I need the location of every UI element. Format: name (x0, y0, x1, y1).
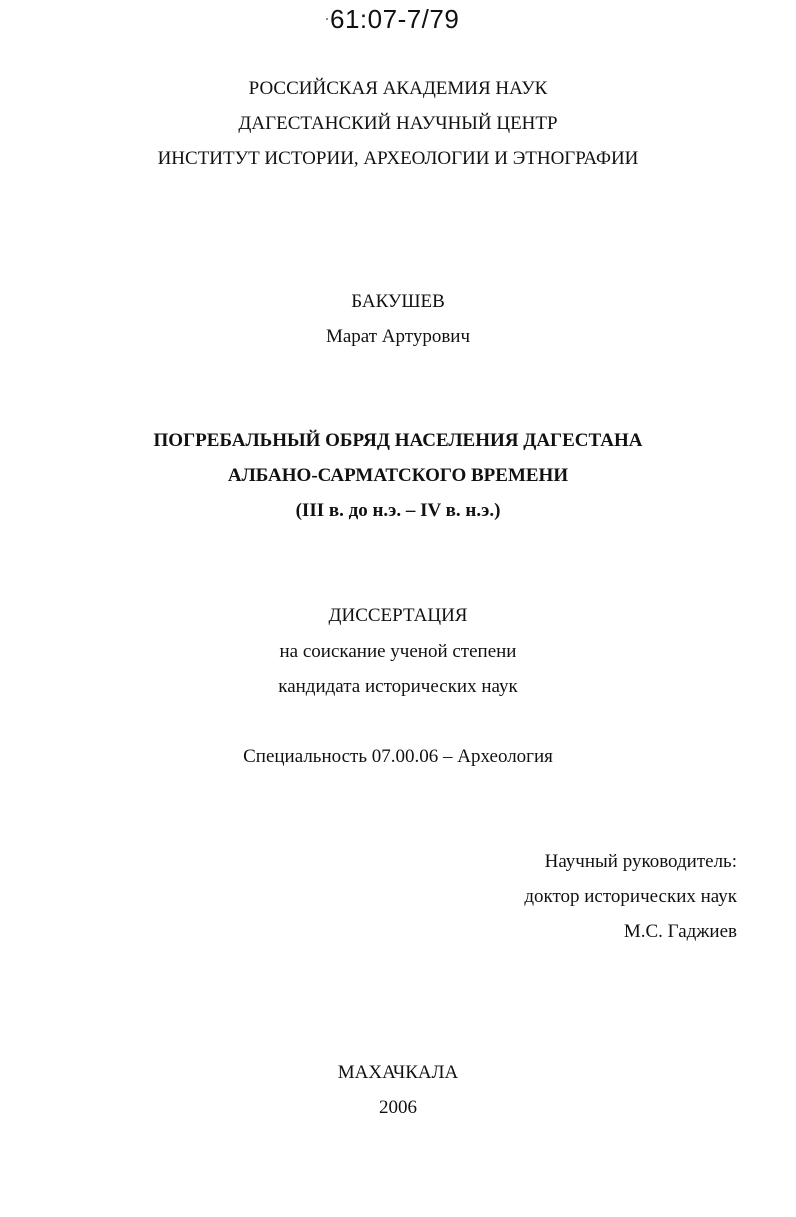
supervisor-rank: доктор исторических наук (524, 886, 737, 907)
library-stamp-code: 61:07-7/79 (330, 4, 460, 34)
work-purpose: на соискание ученой степени (279, 641, 517, 662)
specialty: Специальность 07.00.06 – Археология (243, 746, 553, 767)
year: 2006 (379, 1097, 417, 1118)
author-surname: БАКУШЕВ (351, 291, 445, 312)
work-degree: кандидата исторических наук (278, 676, 518, 697)
institution-line-3: ИНСТИТУТ ИСТОРИИ, АРХЕОЛОГИИ И ЭТНОГРАФИИ (157, 148, 639, 169)
thesis-title-line-1: ПОГРЕБАЛЬНЫЙ ОБРЯД НАСЕЛЕНИЯ ДАГЕСТАНА (153, 430, 643, 451)
work-type: ДИССЕРТАЦИЯ (328, 605, 468, 626)
supervisor-heading: Научный руководитель: (544, 851, 737, 872)
city: МАХАЧКАЛА (337, 1062, 459, 1083)
supervisor-name: М.С. Гаджиев (623, 921, 737, 942)
scan-speck (326, 18, 328, 20)
institution-line-2: ДАГЕСТАНСКИЙ НАУЧНЫЙ ЦЕНТР (238, 113, 558, 134)
author-given-names: Марат Артурович (325, 326, 471, 347)
institution-line-1: РОССИЙСКАЯ АКАДЕМИЯ НАУК (248, 78, 548, 99)
thesis-title-line-2: АЛБАНО-САРМАТСКОГО ВРЕМЕНИ (227, 465, 569, 486)
thesis-title-period: (III в. до н.э. – IV в. н.э.) (295, 500, 501, 521)
